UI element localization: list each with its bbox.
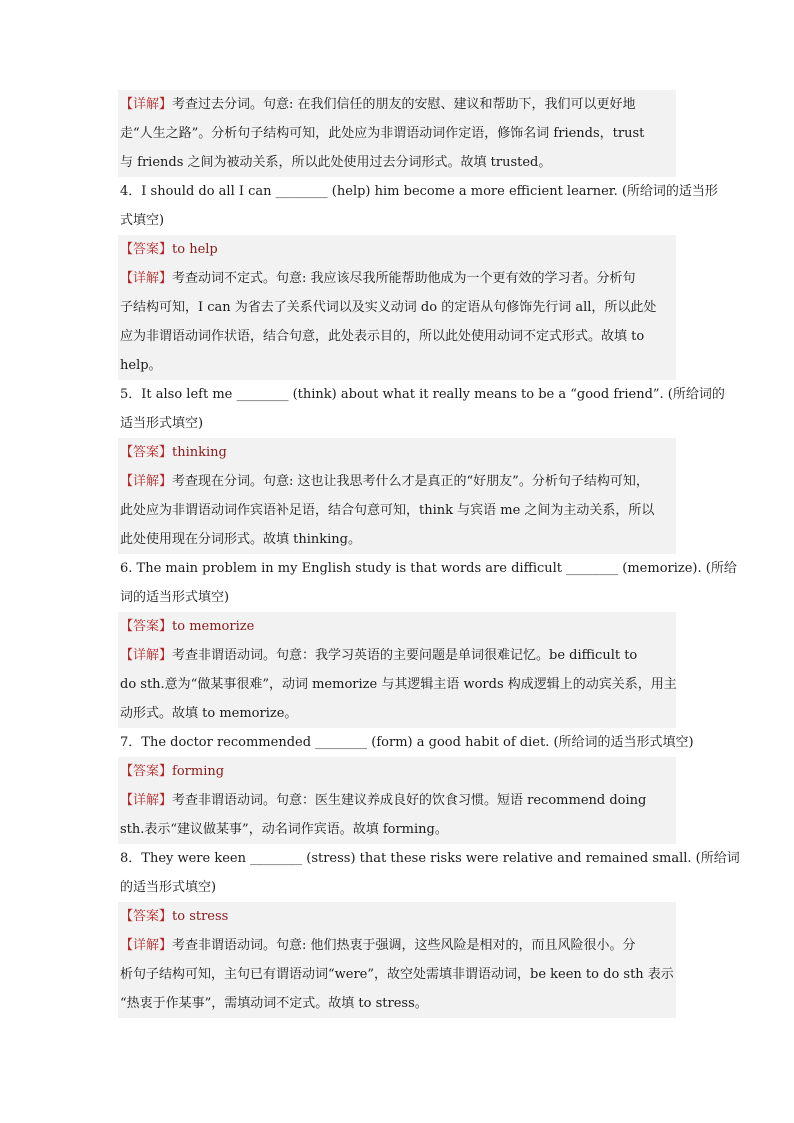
question-7 [118,728,694,757]
answer-label: 【答案】 [120,764,173,779]
answer-line [120,438,674,467]
answer-label: 【答案】 [120,909,173,924]
question-line: 式填空) [120,213,165,228]
detail-line: 应为非谓语动词作状语，结合句意，此处表示目的，所以此处使用动词不定式形式。故填 to [120,329,645,344]
detail-line: 【详解】考查非谓语动词。句意：医生建议养成良好的饮食习惯。短语 recommend doing [120,793,647,808]
detail-block [118,90,676,177]
document-body [118,90,740,1018]
detail-line: 动形式。故填 to memorize。 [120,706,298,721]
detail-label: 【详解】 [120,648,173,663]
answer-value: to memorize [172,619,255,634]
answer-line [120,902,674,931]
question-line: 的适当形式填空) [120,880,217,895]
detail-line: 【详解】考查过去分词。句意: 在我们信任的朋友的安慰、建议和帮助下，我们可以更好地 [120,97,636,112]
detail-line: 此处应为非谓语动词作宾语补足语，结合句意可知，think 与宾语 me 之间为主动关系，所以 [120,503,655,518]
detail-line: help。 [120,358,162,373]
detail-line: 子结构可知，I can 为省去了关系代词以及实义动词 do 的定语从句修饰先行词 all，所以此处 [120,300,657,315]
detail-line: 【详解】考查动词不定式。句意: 我应该尽我所能帮助他成为一个更有效的学习者。分析句 [120,271,636,286]
detail-line: 【详解】考查非谓语动词。句意: 他们热衷于强调，这些风险是相对的，而且风险很小。分 [120,938,636,953]
question-4 [118,177,718,235]
question-line: 5．It also left me ________ (think) about what it really means to be a “good friend”. (所给词的 [120,387,725,402]
answer-line [120,235,674,264]
answer-line [120,612,674,641]
answer-label: 【答案】 [120,619,173,634]
question-line: 8．They were keen ________ (stress) that these risks were relative and remained small. (所给词 [120,851,740,866]
question-5 [118,380,725,438]
answer-label: 【答案】 [120,242,173,257]
question-line: 7．The doctor recommended ________ (form) a good habit of diet. (所给词的适当形式填空) [120,735,694,750]
question-8 [118,844,740,902]
answer-value: thinking [172,445,227,460]
detail-label: 【详解】 [120,271,173,286]
detail-line: 【详解】考查非谓语动词。句意：我学习英语的主要问题是单词很难记忆。be difficult to [120,648,638,663]
answer-block [118,902,676,1018]
question-6 [118,554,737,612]
answer-block [118,438,676,554]
detail-line: 与 friends 之间为被动关系，所以此处使用过去分词形式。故填 trusted。 [120,155,552,170]
answer-value: to stress [172,909,229,924]
answer-value: forming [172,764,225,779]
answer-block [118,612,676,728]
detail-label: 【详解】 [120,793,173,808]
question-line: 4．I should do all I can ________ (help) him become a more efficient learner. (所给词的适当形 [120,184,718,199]
detail-line: 析句子结构可知，主句已有谓语动词“were”，故空处需填非谓语动词，be keen to do sth 表示 [120,967,674,982]
detail-line: 走“人生之路”。分析句子结构可知，此处应为非谓语动词作定语，修饰名词 friends，trust [120,126,645,141]
detail-line: 【详解】考查现在分词。句意: 这也让我思考什么才是真正的“好朋友”。分析句子结构可知， [120,474,649,489]
detail-label: 【详解】 [120,474,173,489]
detail-line: sth.表示“建议做某事”，动名词作宾语。故填 forming。 [120,822,448,837]
question-line: 适当形式填空) [120,416,204,431]
detail-label: 【详解】 [120,97,173,112]
answer-block [118,235,676,380]
answer-block [118,757,676,844]
answer-label: 【答案】 [120,445,173,460]
detail-label: 【详解】 [120,938,173,953]
answer-line [120,757,674,786]
question-line: 词的适当形式填空) [120,590,230,605]
question-line: 6. The main problem in my English study is that words are difficult ________ (memorize). (所给 [120,561,737,576]
detail-line: “热衷于作某事”，需填动词不定式。故填 to stress。 [120,996,428,1011]
detail-line: do sth.意为“做某事很难”，动词 memorize 与其逻辑主语 words 构成逻辑上的动宾关系，用主 [120,677,677,692]
answer-value: to help [172,242,218,257]
detail-line: 此处使用现在分词形式。故填 thinking。 [120,532,361,547]
